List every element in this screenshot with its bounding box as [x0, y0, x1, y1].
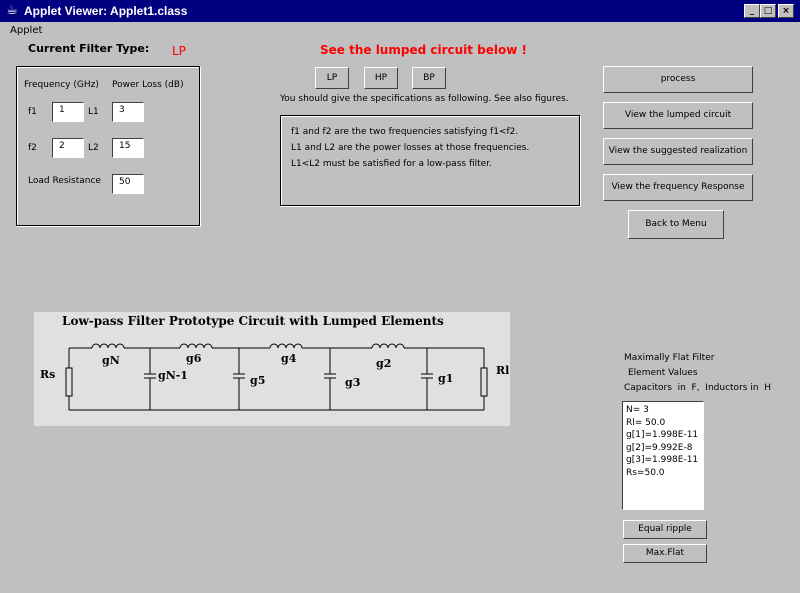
window-title: Applet Viewer: Applet1.class	[24, 4, 188, 18]
capacitor-g5	[233, 348, 245, 410]
l2-label: L2	[88, 143, 99, 153]
l1-label: L1	[88, 107, 99, 117]
rs-label: Rs	[40, 368, 56, 381]
l1-input[interactable]: 3	[112, 102, 144, 122]
f1-label: f1	[28, 107, 37, 117]
frequency-header: Frequency (GHz)	[24, 80, 99, 90]
result-line: g[1]=1.998E-11	[626, 430, 699, 440]
info-line: f1 and f2 are the two frequencies satisfying f1<f2.	[291, 127, 519, 137]
inductor-g4	[270, 344, 302, 348]
info-line: L1 and L2 are the power losses at those frequencies.	[291, 143, 530, 153]
maximize-button[interactable]: □	[760, 4, 776, 18]
g3-label: g3	[345, 376, 361, 389]
lp-button[interactable]: LP	[315, 67, 349, 89]
minimize-button[interactable]: _	[744, 4, 760, 18]
capacitor-g1	[421, 348, 433, 410]
result-line: g[3]=1.998E-11	[626, 455, 699, 465]
g2-label: g2	[376, 357, 392, 370]
instructions-text: You should give the specifications as following. See also figures.	[280, 94, 569, 104]
result-line: g[2]=9.992E-8	[626, 442, 693, 453]
view-realization-button[interactable]: View the suggested realization	[603, 138, 753, 165]
current-filter-label: Current Filter Type:	[28, 42, 150, 55]
spec-panel	[16, 66, 200, 226]
max-flat-button[interactable]: Max.Flat	[623, 544, 707, 563]
f2-input[interactable]: 2	[52, 138, 84, 158]
result-title: Maximally Flat Filter	[624, 353, 715, 363]
resistor-rl	[481, 368, 487, 396]
l2-input[interactable]: 15	[112, 138, 144, 158]
circuit-title: Low-pass Filter Prototype Circuit with Lumped Elements	[62, 314, 444, 328]
g5-label: g5	[250, 374, 266, 387]
menu-applet[interactable]: Applet	[10, 25, 43, 36]
capacitor-g3	[324, 348, 336, 410]
resistor-rs	[66, 368, 72, 396]
circuit-schematic	[34, 312, 510, 426]
g1-label: g1	[438, 372, 454, 385]
current-filter-value: LP	[172, 44, 186, 58]
bp-button[interactable]: BP	[412, 67, 446, 89]
gn-1-label: gN-1	[158, 369, 188, 382]
g6-label: g6	[186, 352, 202, 365]
result-units: Capacitors in F, Inductors in H	[624, 383, 772, 393]
gn-label: gN	[102, 354, 120, 367]
result-line: Rl= 50.0	[626, 417, 666, 428]
element-values-textarea[interactable]	[622, 401, 704, 510]
back-to-menu-button[interactable]: Back to Menu	[628, 210, 724, 239]
inductor-g2	[372, 344, 404, 348]
result-subtitle: Element Values	[628, 368, 698, 378]
rl-label: Rl	[496, 364, 510, 377]
power-loss-header: Power Loss (dB)	[112, 80, 184, 90]
f2-label: f2	[28, 143, 37, 153]
inductor-g6	[180, 344, 212, 348]
process-button[interactable]: process	[603, 66, 753, 93]
result-line: Rs=50.0	[626, 467, 665, 478]
close-button[interactable]: ×	[778, 4, 794, 18]
java-cup-icon: ☕	[6, 3, 18, 18]
view-lumped-circuit-button[interactable]: View the lumped circuit	[603, 102, 753, 129]
g4-label: g4	[281, 352, 297, 365]
view-frequency-response-button[interactable]: View the frequency Response	[603, 174, 753, 201]
load-resistance-label: Load Resistance	[28, 176, 101, 186]
load-resistance-input[interactable]: 50	[112, 174, 144, 194]
page-heading: See the lumped circuit below !	[320, 43, 527, 57]
equal-ripple-button[interactable]: Equal ripple	[623, 520, 707, 539]
inductor-gn	[92, 344, 124, 348]
info-line: L1<L2 must be satisfied for a low-pass filter.	[291, 159, 492, 169]
result-line: N= 3	[626, 405, 649, 415]
hp-button[interactable]: HP	[364, 67, 398, 89]
f1-input[interactable]: 1	[52, 102, 84, 122]
capacitor-gn-1	[144, 348, 156, 410]
